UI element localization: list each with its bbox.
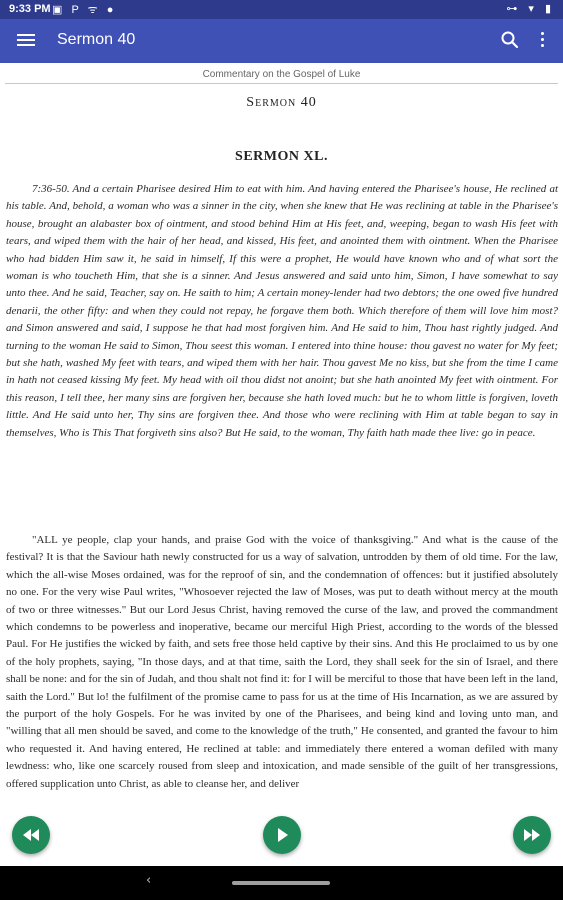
more-vert-icon[interactable] [532, 29, 552, 51]
scripture-passage: 7:36-50. And a certain Pharisee desired Him to eat with him. And having entered the Pharisee's house, He reclined at his table. And, behold, a woman who was a sinner in the city, when she knew that He was reclining at table in the Pharisee's house, brought an alabaster box of ointment, and stood behind Him at His feet, and, weeping, began to wash His feet with tears, and wiped them with the hair of her head, and kissed, His feet, and anointed them with ointment. When the Pharisee who had bidden Him saw it, he said in himself, If this were a prophet, He would have known who and of what sort the woman is who toucheth Him, that she is a sinner. And Jesus answered and said unto him, Simon, I have somewhat to say unto thee. And he said, Teacher, say on. He saith to him; A certain money-lender had two debtors; the one owed five hundred denarii, the other fifty: and when they could not repay, he forgave them both. Which therefore of them will love him most? and Simon answered and said, I suppose he that had most forgiven him. And He said to him, Thou hast rightly judged. And turning to the woman He said to Simon, Thou seest this woman. I entered into thine house: thou gavest no water for My feet; but she hath, washed My feet with tears, and wiped them with her hair. Thou gavest Me no kiss, but she from the time I came in hath not ceased kissing My feet. My head with oil thou didst not anoint; but she hath anointed My feet with ointment. For this reason, I tell thee, her many sins are forgiven her, because she hath loved much: but he to whom little is forgiven, loveth little. And He said unto her, Thy sins are forgiven thee. And those who were reclining with Him at table began to say in themselves, Who is This That forgiveth sins also? But He said, to the woman, Thy faith hath made thee live: go in peace. [6, 183, 558, 439]
status-bar [0, 0, 563, 19]
sermon-body: "ALL ye people, clap your hands, and praise God with the voice of thanksgiving." And what is the cause of the festival? It is that the Saviour hath newly constructed for us a way of salvation, untrodden by them of old time. For the law, which the all-wise Moses ordained, was for the reproof of sin, and the condemnation of offences: but it justified absolutely no one. For the very wise Paul writes, "Whosoever rejected the law of Moses, was put to death without mercy at the mouth of two or three witnesses." But our Lord Jesus Christ, having removed the curse of the law, and proved the commandment which condemns to be powerless and inoperative, became our merciful High Priest, according to the words of the blessed Paul. For He justifies the wicked by faith, and sets free those held captive by their sins. And this He proclaimed to us by one of the holy prophets, saying, "In those days, and at that time, saith the Lord, they shall seek for the sin of Israel, and there shall be none: and for the sin of Judah, and thou shalt not find it: for I will be merciful to those that have been left in the land, saith the Lord." But lo! the fulfilment of the promise came to pass for us at the time of His Incarnation, as we are assured by the purport of the holy Gospels. For he was invited by one of the Pharisees, and being kind and loving unto man, and "willing that all men should be saved, and come to the knowledge of the truth," He consented, and granted the favour to him who requested it. And having entered, He reclined at table: and immediately there entered a woman defiled with many lewdness: who, like one scarcely roused from sleep and intoxication, and made sensible of the guilt of her transgressions, offered supplication unto Christ, as able to cleanse her, and deliver [6, 534, 558, 790]
play-button[interactable] [263, 816, 301, 854]
system-nav-bar [0, 866, 563, 900]
menu-icon[interactable] [16, 31, 36, 51]
play-icon [272, 825, 292, 845]
divider [5, 83, 558, 84]
search-icon[interactable] [500, 30, 520, 50]
home-pill[interactable] [232, 881, 330, 885]
fast-forward-button[interactable] [513, 816, 551, 854]
book-title: Commentary on the Gospel of Luke [202, 69, 361, 80]
notification-icons: ▣ P ᯤ ● [52, 4, 117, 16]
rewind-button[interactable] [12, 816, 50, 854]
section-heading: SERMON XL. [235, 149, 328, 164]
page-title: Sermon 40 [57, 31, 136, 48]
chapter-heading: Sermon 40 [246, 95, 317, 110]
rewind-icon [21, 825, 41, 845]
app-bar [0, 19, 563, 63]
status-time: 9:33 PM [9, 3, 51, 15]
system-status-icons: ⊶ ▾ ▮ [506, 3, 555, 15]
fast-forward-icon [522, 825, 542, 845]
back-chevron-icon[interactable]: ‹ [146, 873, 152, 888]
